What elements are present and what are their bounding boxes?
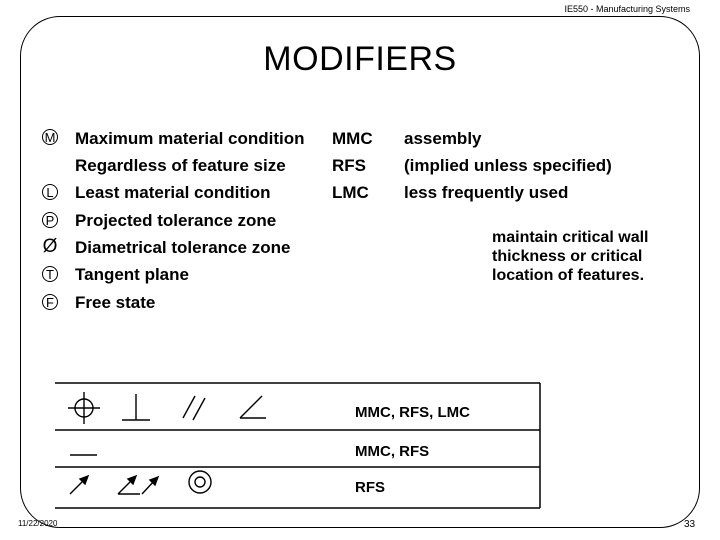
modifier-note: less frequently used [404,183,569,202]
table-row-label: MMC, RFS, LMC [355,404,470,421]
modifier-name: Least material condition [75,183,271,202]
position-icon [68,392,100,424]
modifier-abbr: MMC [332,129,373,148]
footer-date: 11/22/2020 [18,519,58,528]
parallelism-icon [183,396,205,420]
free-state-symbol-icon: F [42,294,58,310]
modifier-name: Projected tolerance zone [75,211,277,230]
modifier-name: Regardless of feature size [75,156,286,175]
modifier-note: (implied unless specified) [404,156,612,175]
mmc-symbol-icon: M [42,129,58,145]
perpendicularity-icon [122,394,150,420]
modifier-note: assembly [404,129,482,148]
modifier-name: Free state [75,293,156,312]
circular-runout-icon [70,476,88,494]
modifier-name: Tangent plane [75,265,189,284]
concentricity-icon [189,471,211,493]
total-runout-icon [118,476,158,494]
diameter-symbol-icon: Ø [42,236,58,257]
page-number: 33 [684,519,696,530]
modifier-name: Diametrical tolerance zone [75,238,291,257]
projected-zone-symbol-icon: P [42,212,58,228]
modifier-name: Maximum material condition [75,129,305,148]
course-header: IE550 - Manufacturing Systems [564,4,690,14]
tangent-plane-symbol-icon: T [42,266,58,282]
lmc-symbol-icon: L [42,184,58,200]
modifier-abbr: LMC [332,183,369,202]
angularity-icon [240,396,266,418]
table-row-label: RFS [355,479,385,496]
modifier-abbr: RFS [332,156,366,175]
side-note: maintain critical wall thickness or critical location of features. [492,229,649,284]
slide-title: MODIFIERS [263,40,457,78]
table-row-label: MMC, RFS [355,443,430,460]
